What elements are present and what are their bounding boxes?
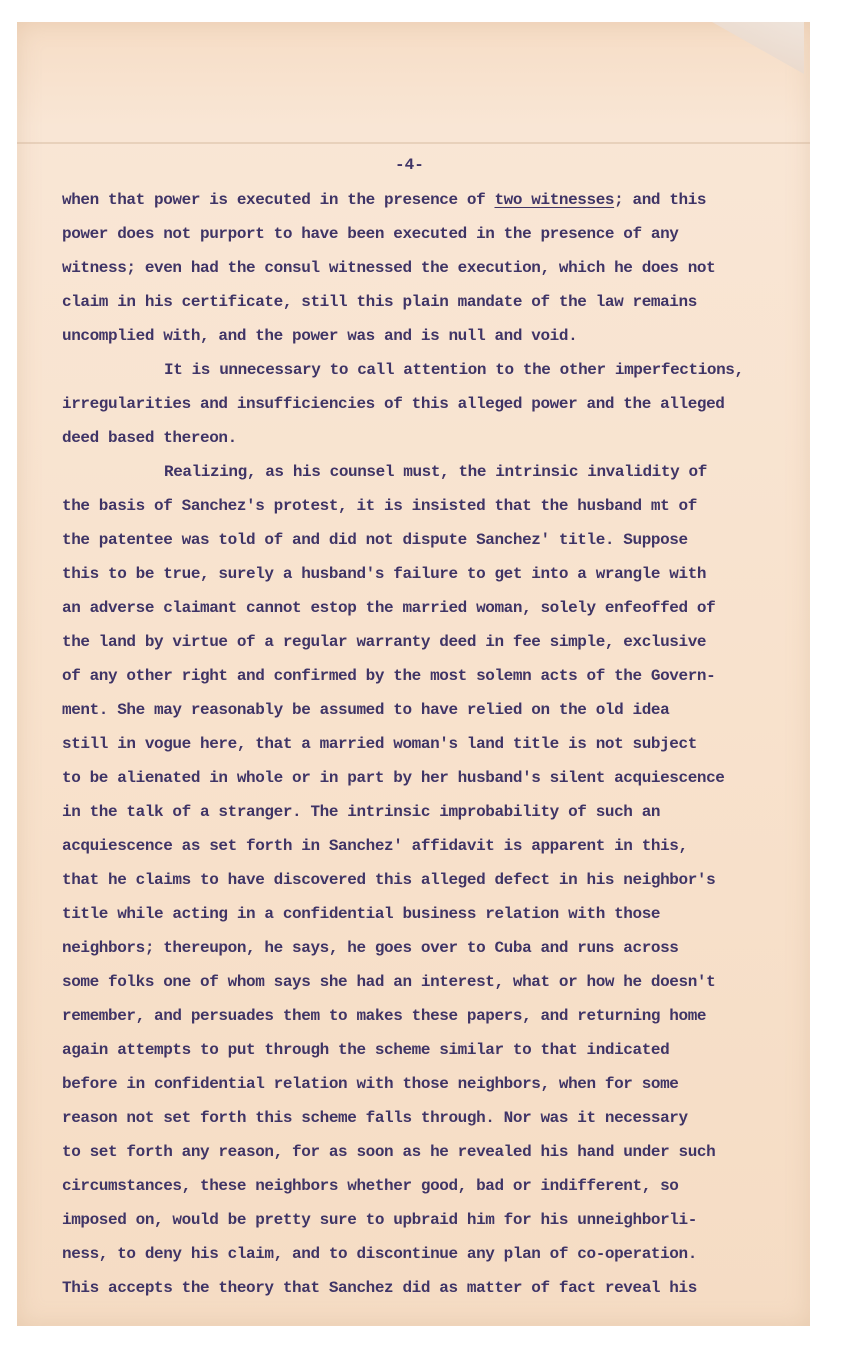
- text-line: It is unnecessary to call attention to the other imperfections,: [164, 361, 744, 379]
- text-line: ness, to deny his claim, and to discontinue any plan of co-operation.: [62, 1245, 697, 1263]
- text-line: This accepts the theory that Sanchez did as matter of fact reveal his: [62, 1279, 697, 1297]
- text-line: still in vogue here, that a married woman's land title is not subject: [62, 735, 697, 753]
- underlined-phrase: two witnesses: [494, 191, 615, 209]
- text-line: uncomplied with, and the power was and is null and void.: [62, 327, 578, 345]
- text-line: some folks one of whom says she had an interest, what or how he doesn't: [62, 973, 716, 991]
- text-line: ment. She may reasonably be assumed to have relied on the old idea: [62, 701, 670, 719]
- text-line: acquiescence as set forth in Sanchez' affidavit is apparent in this,: [62, 837, 688, 855]
- text-line: claim in his certificate, still this plain mandate of the law remains: [62, 293, 697, 311]
- text-line: title while acting in a confidential business relation with those: [62, 905, 661, 923]
- text-line: the basis of Sanchez's protest, it is insisted that the husband mt of: [62, 497, 697, 515]
- text-line: neighbors; thereupon, he says, he goes over to Cuba and runs across: [62, 939, 679, 957]
- text-line: the patentee was told of and did not dispute Sanchez' title. Suppose: [62, 531, 688, 549]
- text-line: reason not set forth this scheme falls through. Nor was it necessary: [62, 1109, 688, 1127]
- text-line: the land by virtue of a regular warranty deed in fee simple, exclusive: [62, 633, 707, 651]
- text-line: before in confidential relation with those neighbors, when for some: [62, 1075, 679, 1093]
- text-line: an adverse claimant cannot estop the married woman, solely enfeoffed of: [62, 599, 716, 617]
- text-line: when that power is executed in the presence of two witnesses; and this: [62, 191, 707, 209]
- text-line: again attempts to put through the scheme similar to that indicated: [62, 1041, 670, 1059]
- text-line: witness; even had the consul witnessed the execution, which he does not: [62, 259, 716, 277]
- paper-fold-line: [17, 142, 810, 144]
- text-line: this to be true, surely a husband's failure to get into a wrangle with: [62, 565, 707, 583]
- text-line: to set forth any reason, for as soon as he revealed his hand under such: [62, 1143, 716, 1161]
- text-line: power does not purport to have been executed in the presence of any: [62, 225, 679, 243]
- text-line: imposed on, would be pretty sure to upbraid him for his unneighborli-: [62, 1211, 697, 1229]
- text-line: Realizing, as his counsel must, the intrinsic invalidity of: [164, 463, 707, 481]
- page-number: -4-: [395, 156, 424, 174]
- text-line: that he claims to have discovered this alleged defect in his neighbor's: [62, 871, 716, 889]
- folded-corner: [712, 22, 804, 74]
- text-line: in the talk of a stranger. The intrinsic improbability of such an: [62, 803, 661, 821]
- text-line: irregularities and insufficiencies of this alleged power and the alleged: [62, 395, 725, 413]
- text-line: remember, and persuades them to makes these papers, and returning home: [62, 1007, 707, 1025]
- text-line: deed based thereon.: [62, 429, 237, 447]
- text-line: circumstances, these neighbors whether good, bad or indifferent, so: [62, 1177, 679, 1195]
- text-line: to be alienated in whole or in part by her husband's silent acquiescence: [62, 769, 725, 787]
- text-line: of any other right and confirmed by the most solemn acts of the Govern-: [62, 667, 716, 685]
